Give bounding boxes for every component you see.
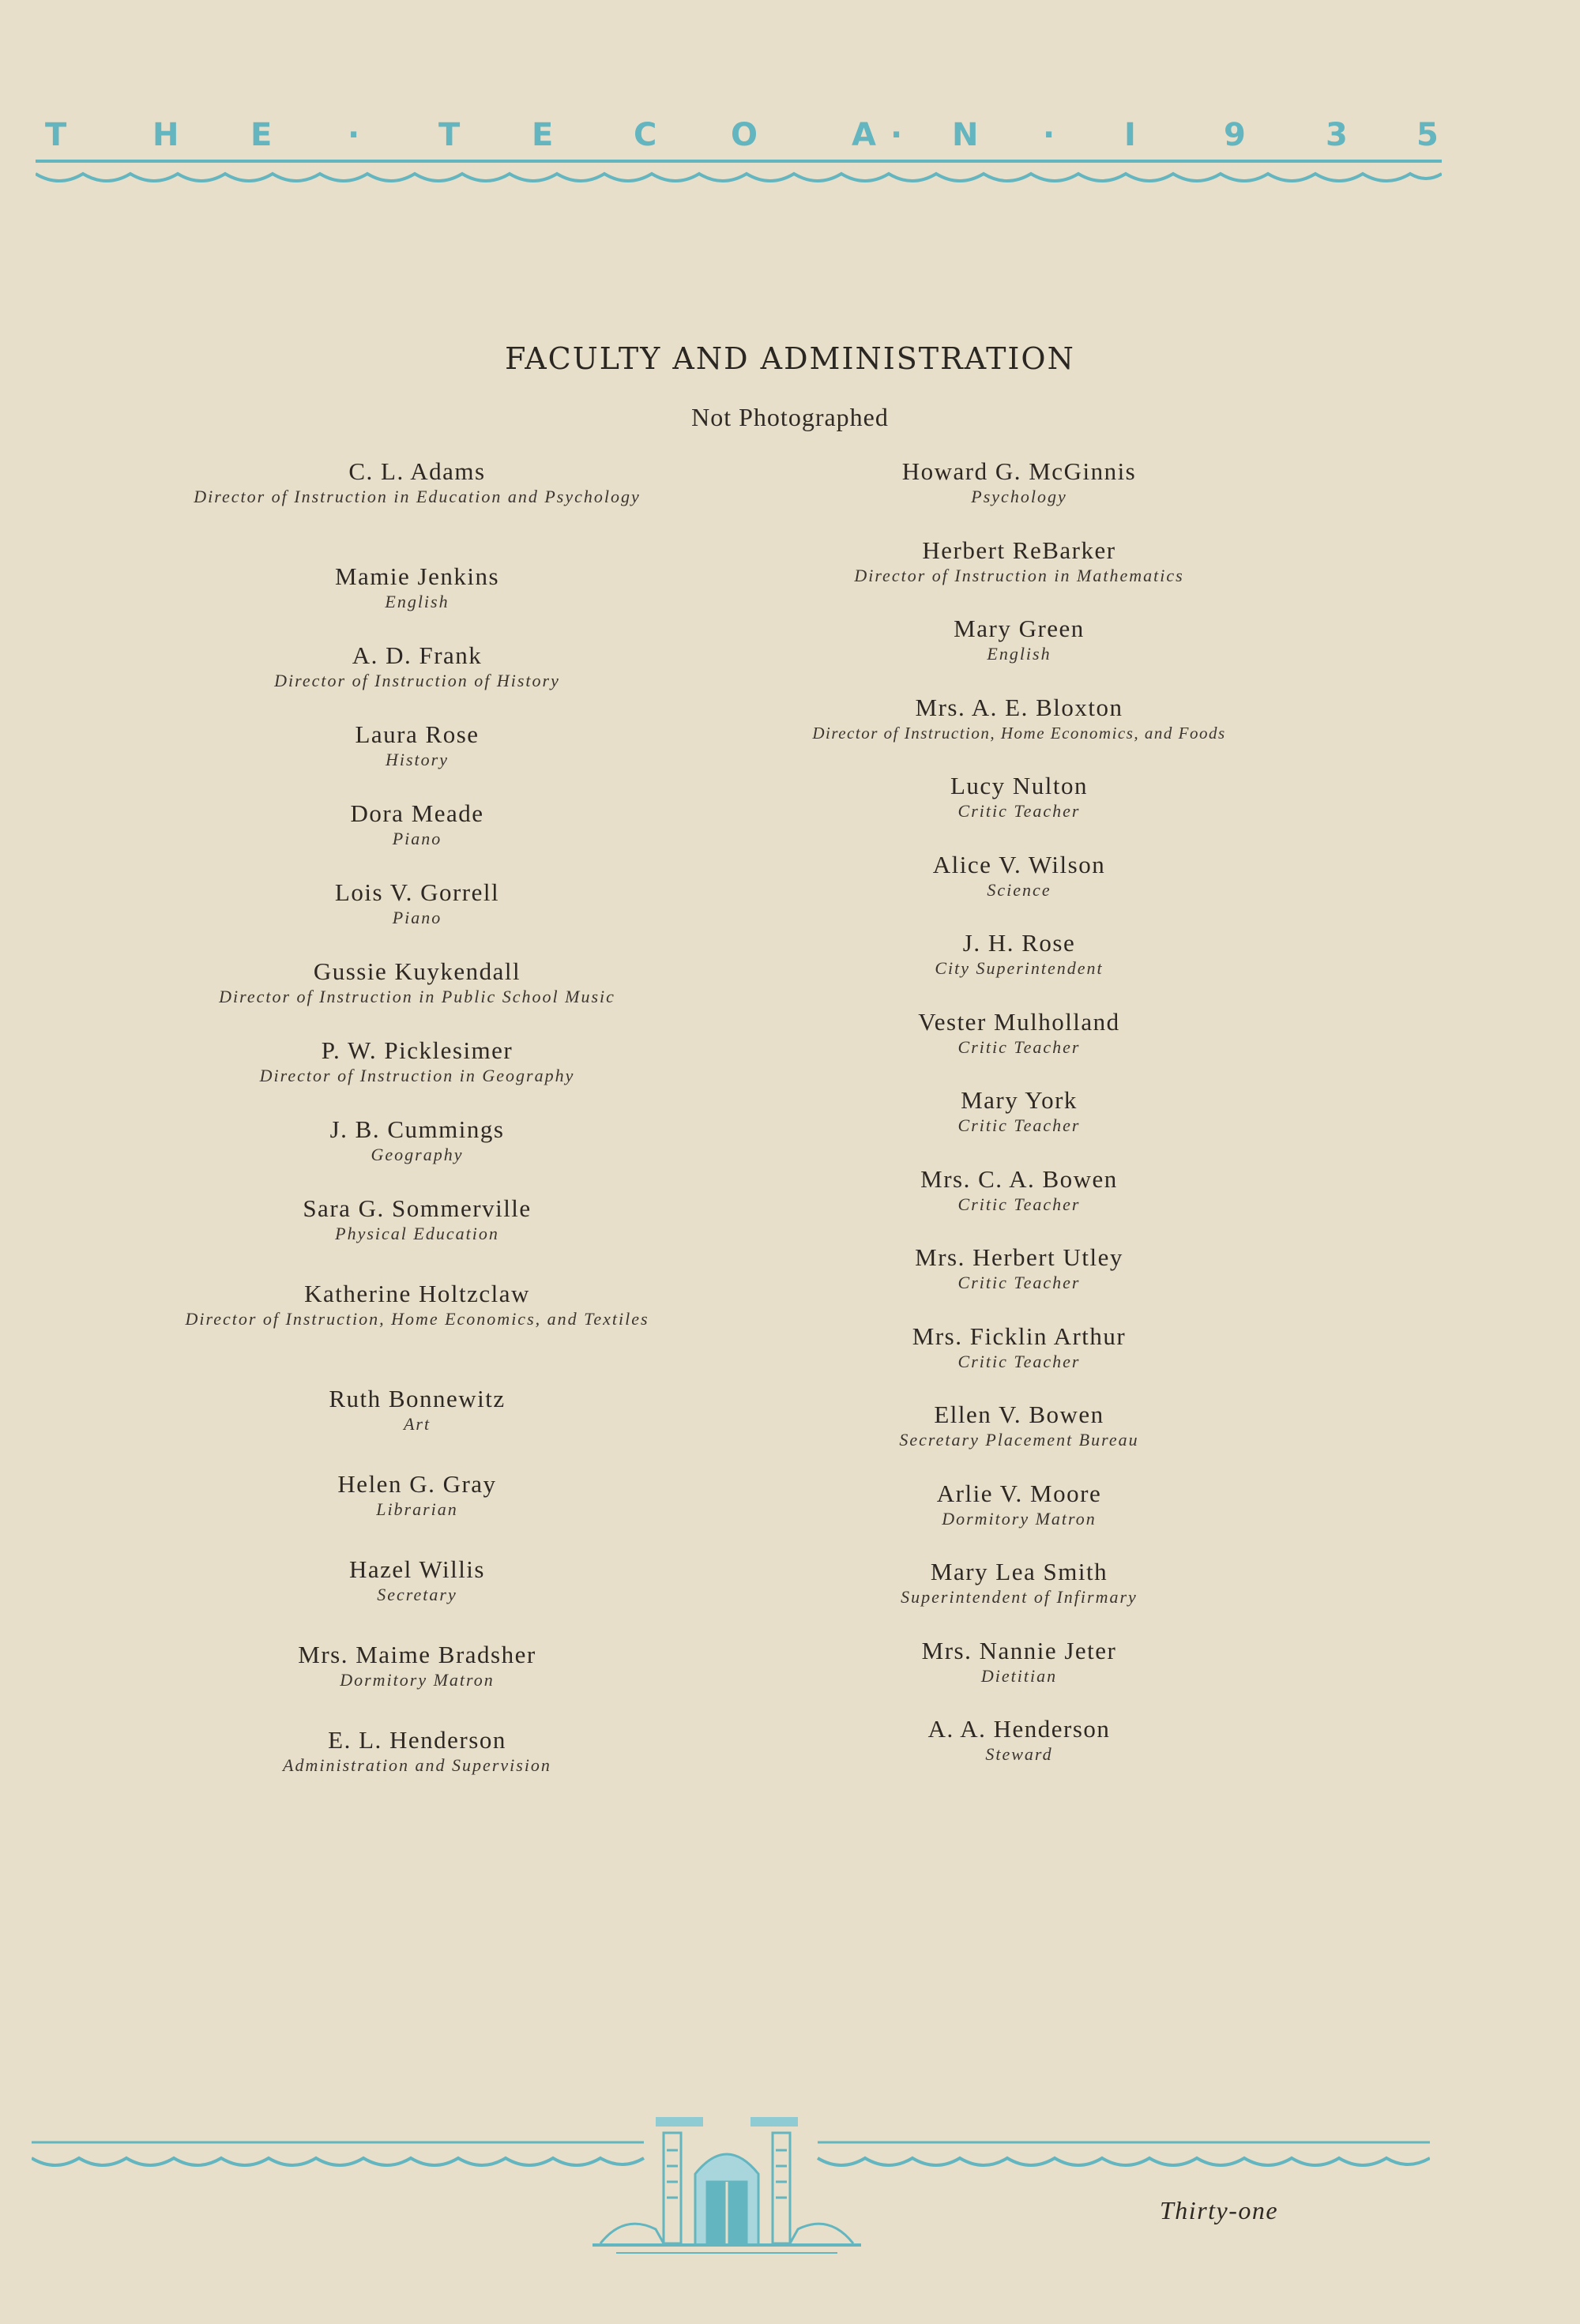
header-wave-divider [36, 158, 1442, 190]
faculty-entry [141, 878, 694, 957]
faculty-name: C. L. Adams [348, 457, 486, 485]
faculty-entry [711, 693, 1327, 772]
banner-letter: I [1124, 117, 1136, 153]
faculty-role: Physical Education [335, 1224, 499, 1243]
faculty-entry [141, 957, 694, 1036]
faculty-role: Director of Instruction of History [274, 671, 560, 690]
faculty-role: Dormitory Matron [942, 1508, 1097, 1529]
faculty-role: Secretary Placement Bureau [899, 1430, 1139, 1450]
faculty-name: Hazel Willis [348, 1555, 485, 1583]
faculty-role: Psychology [971, 487, 1067, 506]
header-banner [36, 117, 1442, 172]
faculty-role: Director of Instruction, Home Economics, and Textiles [185, 1309, 649, 1329]
faculty-name: Mrs. Maime Bradsher [298, 1641, 536, 1668]
faculty-entry [141, 641, 694, 720]
faculty-role: Dietitian [980, 1665, 1058, 1686]
faculty-entry [711, 536, 1327, 615]
faculty-role: Science [987, 879, 1051, 900]
banner-letter: · [890, 117, 903, 153]
faculty-role: Director of Instruction in Education and Psychology [194, 487, 641, 506]
faculty-entry [141, 1384, 694, 1469]
faculty-entry [711, 614, 1327, 693]
faculty-name: Lois V. Gorrell [334, 878, 500, 906]
faculty-role: History [386, 750, 449, 769]
banner-letter: E [250, 117, 273, 153]
faculty-role: English [385, 592, 450, 611]
faculty-entry [141, 1725, 694, 1804]
faculty-name: Gussie Kuykendall [313, 957, 521, 985]
faculty-entry [141, 562, 694, 641]
faculty-name: Lucy Nulton [950, 772, 1089, 799]
banner-letter: T [45, 117, 67, 153]
faculty-name: Mary York [961, 1086, 1078, 1114]
faculty-name: Mrs. Herbert Utley [915, 1243, 1123, 1271]
faculty-name: Mrs. Nannie Jeter [921, 1636, 1117, 1664]
faculty-name: Sara G. Sommerville [303, 1194, 532, 1222]
banner-letter: C [634, 117, 657, 153]
faculty-role: Director of Instruction in Mathematics [854, 565, 1184, 585]
faculty-name: Mary Lea Smith [930, 1558, 1108, 1585]
right-faculty-column [711, 457, 1327, 1793]
faculty-name: Katherine Holtzclaw [304, 1280, 530, 1307]
banner-letter: T [438, 117, 461, 153]
faculty-role: Director of Instruction, Home Economics, and Foods [812, 723, 1226, 743]
faculty-entry [711, 1714, 1327, 1793]
banner-letter: 9 [1224, 117, 1246, 153]
faculty-entry [141, 1640, 694, 1725]
faculty-name: Ruth Bonnewitz [329, 1385, 506, 1412]
faculty-name: Herbert ReBarker [922, 536, 1116, 564]
banner-letter: N [952, 117, 979, 153]
page-title: FACULTY AND ADMINISTRATION [505, 341, 1075, 376]
faculty-role: Director of Instruction in Geography [259, 1066, 575, 1085]
banner-letter: 3 [1326, 117, 1348, 153]
faculty-role: Critic Teacher [957, 1273, 1081, 1292]
faculty-entry [711, 1322, 1327, 1401]
faculty-role: Superintendent of Infirmary [901, 1587, 1138, 1607]
faculty-entry [141, 457, 694, 562]
left-faculty-column [141, 457, 694, 1804]
faculty-role: Critic Teacher [957, 801, 1081, 821]
faculty-role: Critic Teacher [957, 1036, 1081, 1057]
faculty-entry [711, 1636, 1327, 1715]
faculty-name: Alice V. Wilson [932, 850, 1106, 878]
faculty-role: English [987, 644, 1051, 664]
faculty-name: Vester Mulholland [918, 1007, 1120, 1036]
faculty-name: Dora Meade [350, 799, 484, 827]
faculty-role: Piano [392, 829, 442, 848]
faculty-entry [711, 1557, 1327, 1636]
faculty-name: Mrs. A. E. Bloxton [915, 693, 1123, 721]
banner-letter: H [152, 117, 179, 153]
faculty-name: J. H. Rose [962, 929, 1076, 957]
faculty-entry [141, 1469, 694, 1555]
faculty-name: Laura Rose [355, 720, 480, 748]
faculty-entry [141, 720, 694, 799]
faculty-role: Director of Instruction in Public School Music [219, 987, 615, 1006]
faculty-entry [141, 1036, 694, 1115]
faculty-role: Administration and Supervision [283, 1755, 551, 1775]
faculty-name: Mrs. C. A. Bowen [920, 1164, 1118, 1193]
faculty-entry [141, 1279, 694, 1384]
faculty-name: A. A. Henderson [927, 1715, 1111, 1743]
faculty-entry [711, 1164, 1327, 1243]
banner-letter: · [1043, 117, 1055, 153]
banner-letter: E [532, 117, 554, 153]
faculty-entry [711, 1400, 1327, 1479]
faculty-role: Piano [392, 908, 442, 927]
faculty-role: Librarian [376, 1499, 458, 1519]
faculty-entry [141, 1115, 694, 1194]
faculty-role: City Superintendent [935, 958, 1104, 978]
faculty-role: Secretary [377, 1585, 457, 1604]
faculty-entry [711, 457, 1327, 536]
faculty-name: Mrs. Ficklin Arthur [912, 1322, 1127, 1350]
faculty-entry [711, 928, 1327, 1007]
page-number: Thirty-one [1160, 2196, 1279, 2224]
faculty-entry [141, 799, 694, 878]
faculty-entry [711, 1479, 1327, 1558]
banner-letter: · [348, 117, 360, 153]
banner-letter: 5 [1416, 117, 1439, 153]
faculty-role: Steward [985, 1744, 1053, 1764]
faculty-entry [711, 1007, 1327, 1086]
faculty-name: Ellen V. Bowen [934, 1401, 1104, 1428]
faculty-name: P. W. Picklesimer [321, 1036, 514, 1064]
faculty-role: Geography [371, 1145, 464, 1164]
faculty-name: E. L. Henderson [328, 1726, 506, 1754]
faculty-role: Critic Teacher [957, 1351, 1081, 1371]
faculty-entry [711, 850, 1327, 929]
faculty-name: Mary Green [954, 615, 1085, 642]
faculty-name: J. B. Cummings [329, 1115, 505, 1143]
faculty-name: Mamie Jenkins [334, 562, 500, 590]
faculty-name: Howard G. McGinnis [901, 457, 1137, 485]
faculty-role: Dormitory Matron [340, 1670, 495, 1690]
faculty-role: Critic Teacher [957, 1194, 1081, 1214]
banner-letter: O [731, 117, 758, 153]
faculty-entry [141, 1194, 694, 1279]
page-subtitle: Not Photographed [691, 403, 889, 431]
faculty-name: Arlie V. Moore [936, 1479, 1102, 1507]
banner-letter: A [852, 117, 876, 153]
faculty-entry [711, 771, 1327, 850]
faculty-entry [711, 1085, 1327, 1164]
doorway-emblem-icon [585, 2111, 869, 2261]
faculty-entry [711, 1243, 1327, 1322]
faculty-name: A. D. Frank [352, 641, 483, 669]
faculty-role: Critic Teacher [957, 1115, 1081, 1135]
faculty-entry [141, 1555, 694, 1640]
faculty-role: Art [403, 1414, 431, 1434]
faculty-name: Helen G. Gray [337, 1470, 497, 1498]
